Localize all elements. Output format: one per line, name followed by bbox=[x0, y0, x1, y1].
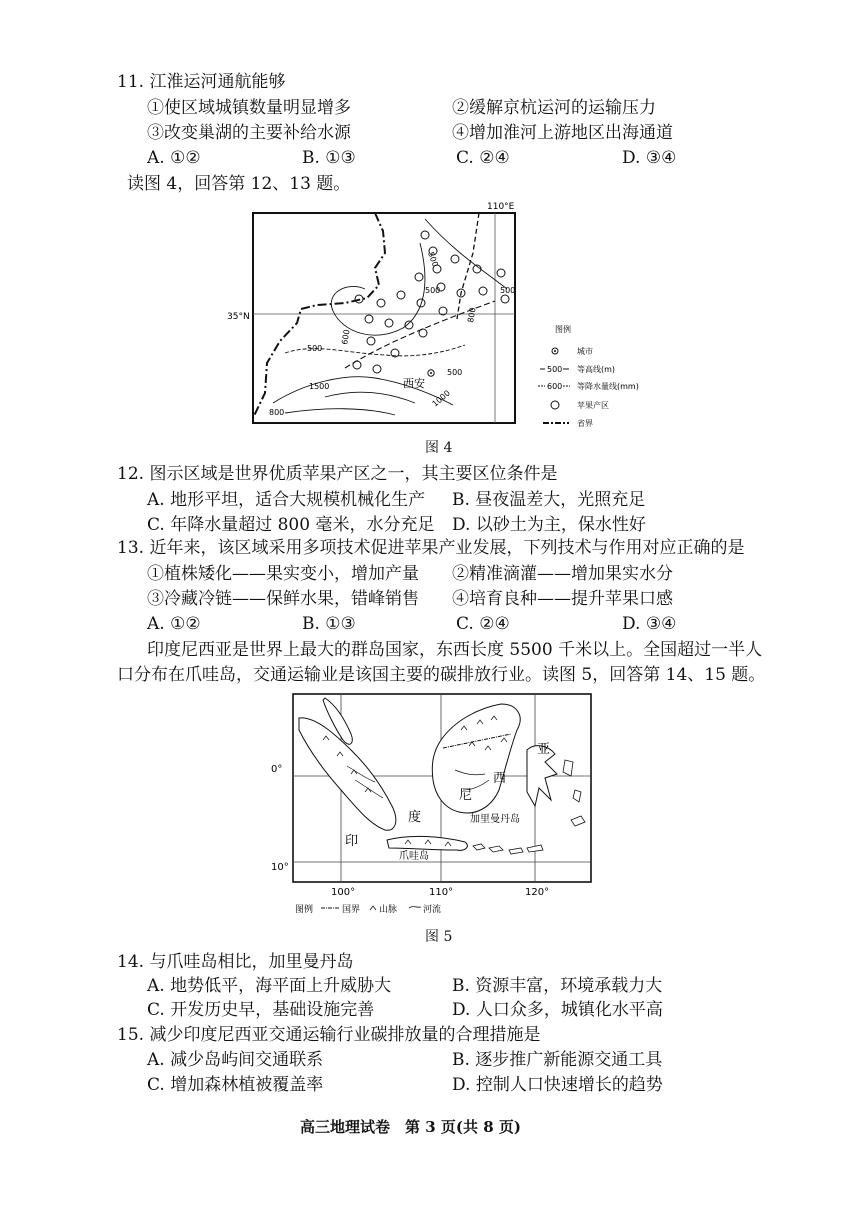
q12-stem: 12. 图示区域是世界优质苹果产区之一，其主要区位条件是 bbox=[117, 464, 558, 484]
q11-stem: 11. 江淮运河通航能够 bbox=[117, 72, 286, 92]
q11-option-b: B. ①③ bbox=[302, 148, 356, 168]
q11-item-1: ①使区域城镇数量明显增多 bbox=[147, 98, 351, 118]
q13-item-1: ①植株矮化——果实变小，增加产量 bbox=[147, 564, 419, 584]
contour-label: 500 bbox=[500, 286, 516, 295]
legend-item-city: 城市 bbox=[577, 347, 593, 356]
island-label-java: 爪哇岛 bbox=[399, 851, 429, 862]
contour-label: 1000 bbox=[430, 388, 452, 409]
contour-label: 500 bbox=[426, 250, 440, 269]
q13-option-d: D. ③④ bbox=[622, 614, 677, 634]
q11-item-2: ②缓解京杭运河的运输压力 bbox=[452, 98, 656, 118]
q13-option-c: C. ②④ bbox=[456, 614, 510, 634]
map4-legend-title: 图例 bbox=[555, 325, 571, 334]
country-label-char: 尼 bbox=[459, 788, 473, 803]
q14-option-c: C. 开发历史早，基础设施完善 bbox=[147, 1000, 375, 1020]
map5-legend-title: 图例 bbox=[295, 905, 314, 915]
contour-label: 1500 bbox=[309, 382, 330, 391]
legend-item-mountain: 山脉 bbox=[379, 905, 398, 915]
q14-stem: 14. 与爪哇岛相比，加里曼丹岛 bbox=[117, 952, 354, 972]
country-label-char: 度 bbox=[408, 810, 422, 825]
q14-option-a: A. 地势低平，海平面上升威胁大 bbox=[147, 976, 392, 996]
lon-label-120: 120° bbox=[525, 887, 550, 898]
figure-5-map bbox=[265, 690, 605, 920]
island-label-kalimantan: 加里曼丹岛 bbox=[470, 814, 520, 825]
q15-option-b: B. 逐步推广新能源交通工具 bbox=[452, 1050, 663, 1070]
legend-sample-600: 600 bbox=[547, 382, 563, 391]
country-label-char: 印 bbox=[345, 834, 359, 849]
q11-item-4: ④增加淮河上游地区出海通道 bbox=[452, 123, 673, 143]
legend-sample-500: 500 bbox=[547, 365, 563, 374]
page-footer: 高三地理试卷 第 3 页(共 8 页) bbox=[300, 1118, 521, 1136]
q14-option-d: D. 人口众多，城镇化水平高 bbox=[452, 1000, 663, 1020]
lon-label-110e: 110°E bbox=[487, 202, 515, 212]
q15-option-a: A. 减少岛屿间交通联系 bbox=[147, 1050, 324, 1070]
lat-label-0: 0° bbox=[271, 764, 283, 775]
q13-item-2: ②精准滴灌——增加果实水分 bbox=[452, 564, 673, 584]
q11-option-d: D. ③④ bbox=[622, 148, 677, 168]
q15-stem: 15. 减少印度尼西亚交通运输行业碳排放量的合理措施是 bbox=[117, 1025, 541, 1045]
q15-option-d: D. 控制人口快速增长的趋势 bbox=[452, 1075, 663, 1095]
q12-option-c: C. 年降水量超过 800 毫米，水分充足 bbox=[147, 515, 435, 535]
country-label-char: 西 bbox=[493, 771, 507, 786]
contour-label: 500 bbox=[447, 368, 463, 377]
q13-stem: 13. 近年来，该区域采用多项技术促进苹果产业发展，下列技术与作用对应正确的是 bbox=[117, 538, 745, 558]
intro-figure-5-line-1: 印度尼西亚是世界上最大的群岛国家，东西长度 5500 千米以上。全国超过一半人 bbox=[147, 640, 763, 660]
figure-4-map bbox=[225, 193, 645, 433]
lat-label-10: 10° bbox=[271, 862, 289, 873]
contour-label: 500 bbox=[425, 286, 441, 295]
q12-option-a: A. 地形平坦，适合大规模机械化生产 bbox=[147, 490, 426, 510]
contour-label: 800 bbox=[269, 408, 285, 417]
contour-label: 600 bbox=[340, 328, 352, 346]
q13-item-4: ④培育良种——提升苹果口感 bbox=[452, 589, 673, 609]
country-label-char: 亚 bbox=[537, 742, 551, 757]
legend-item-apple: 苹果产区 bbox=[577, 401, 609, 410]
figure-4-caption: 图 4 bbox=[425, 440, 453, 456]
lon-label-110: 110° bbox=[429, 887, 454, 898]
legend-item-isohyet: 等降水量线(mm) bbox=[577, 382, 639, 391]
q14-option-b: B. 资源丰富，环境承载力大 bbox=[452, 976, 663, 996]
q13-option-b: B. ①③ bbox=[302, 614, 356, 634]
lon-label-100: 100° bbox=[331, 887, 356, 898]
figure-5-caption: 图 5 bbox=[425, 929, 453, 945]
legend-item-contour: 等高线(m) bbox=[577, 365, 616, 374]
q11-option-c: C. ②④ bbox=[456, 148, 510, 168]
legend-item-river: 河流 bbox=[423, 905, 442, 915]
legend-item-border: 国界 bbox=[342, 905, 361, 915]
legend-item-province-boundary: 省界 bbox=[577, 419, 593, 428]
q12-option-b: B. 昼夜温差大，光照充足 bbox=[452, 490, 646, 510]
contour-label: 800 bbox=[466, 306, 478, 324]
intro-figure-4: 读图 4，回答第 12、13 题。 bbox=[127, 174, 351, 194]
q11-option-a: A. ①② bbox=[147, 148, 201, 168]
q13-item-3: ③冷藏冷链——保鲜水果，错峰销售 bbox=[147, 589, 419, 609]
q12-option-d: D. 以砂土为主，保水性好 bbox=[452, 515, 646, 535]
q13-option-a: A. ①② bbox=[147, 614, 201, 634]
contour-label: 500 bbox=[307, 344, 323, 353]
q15-option-c: C. 增加森林植被覆盖率 bbox=[147, 1075, 324, 1095]
lat-label-35n: 35°N bbox=[227, 312, 250, 322]
city-label-xian: 西安 bbox=[403, 377, 425, 390]
intro-figure-5-line-2: 口分布在爪哇岛，交通运输业是该国主要的碳排放行业。读图 5，回答第 14、15 题。 bbox=[117, 665, 766, 685]
q11-item-3: ③改变巢湖的主要补给水源 bbox=[147, 123, 351, 143]
